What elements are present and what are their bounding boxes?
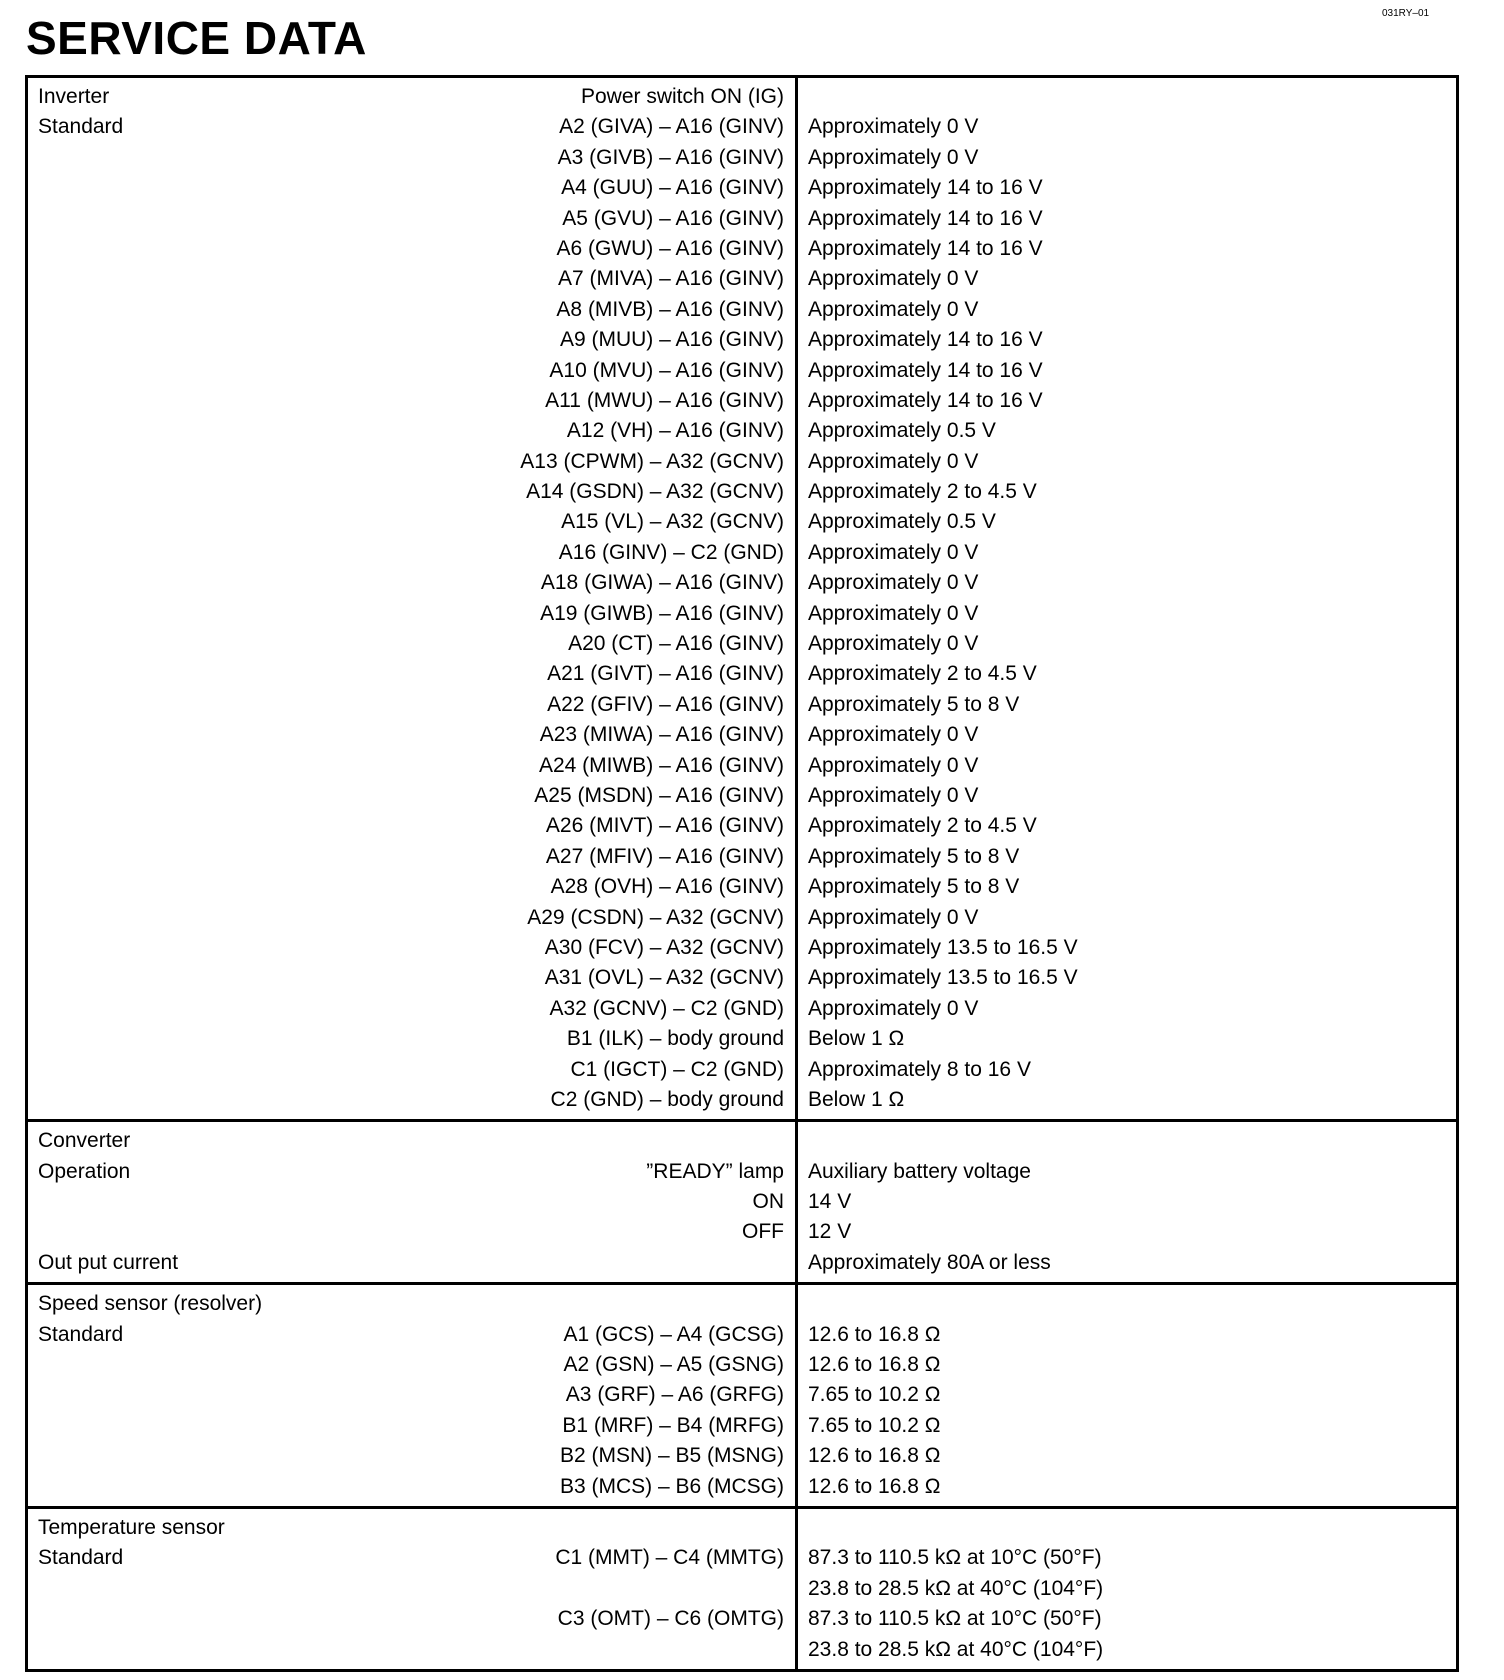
row-label: Temperature sensor bbox=[38, 1515, 225, 1539]
spec-value: Approximately 0 V bbox=[808, 723, 979, 747]
terminal-pair: A10 (MVU) – A16 (GINV) bbox=[549, 358, 784, 382]
table-row bbox=[28, 264, 795, 294]
table-row bbox=[28, 1635, 795, 1665]
spec-value: 14 V bbox=[808, 1190, 852, 1214]
spec-value: Approximately 80A or less bbox=[808, 1250, 1051, 1274]
table-row bbox=[28, 112, 795, 142]
table-row bbox=[28, 903, 795, 933]
spec-value: Approximately 0 V bbox=[808, 297, 979, 321]
condition-column bbox=[28, 1509, 798, 1669]
table-row bbox=[28, 872, 795, 902]
terminal-pair: A20 (CT) – A16 (GINV) bbox=[568, 632, 784, 656]
table-row bbox=[28, 1574, 795, 1604]
terminal-pair: A31 (OVL) – A32 (GCNV) bbox=[544, 966, 784, 990]
table-row bbox=[28, 1350, 795, 1380]
spec-value: Approximately 14 to 16 V bbox=[808, 236, 1043, 260]
terminal-pair: ”READY” lamp bbox=[646, 1159, 784, 1183]
terminal-pair: A30 (FCV) – A32 (GCNV) bbox=[544, 935, 784, 959]
spec-value: Auxiliary battery voltage bbox=[808, 1159, 1031, 1183]
row-label: Operation bbox=[38, 1159, 131, 1183]
spec-value: 12.6 to 16.8 Ω bbox=[808, 1322, 941, 1346]
terminal-pair: A14 (GSDN) – A32 (GCNV) bbox=[526, 480, 784, 504]
table-row bbox=[28, 447, 795, 477]
table-row bbox=[28, 507, 795, 537]
table-row bbox=[28, 1513, 795, 1543]
spec-value: Approximately 14 to 16 V bbox=[808, 206, 1043, 230]
spec-value: Approximately 0.5 V bbox=[808, 510, 996, 534]
condition-column bbox=[28, 78, 798, 1119]
terminal-pair: A27 (MFIV) – A16 (GINV) bbox=[545, 844, 784, 868]
spec-value bbox=[798, 1513, 1456, 1543]
table-section bbox=[28, 1506, 1456, 1669]
terminal-pair: C3 (OMT) – C6 (OMTG) bbox=[557, 1607, 784, 1631]
table-row bbox=[28, 963, 795, 993]
spec-value: Approximately 14 to 16 V bbox=[808, 328, 1043, 352]
table-row bbox=[28, 1187, 795, 1217]
table-row bbox=[28, 1248, 795, 1278]
table-row bbox=[28, 1320, 795, 1350]
terminal-pair: A4 (GUU) – A16 (GINV) bbox=[561, 176, 784, 200]
table-section bbox=[28, 78, 1456, 1119]
spec-value: Approximately 0 V bbox=[808, 115, 979, 139]
terminal-pair: A8 (MIVB) – A16 (GINV) bbox=[556, 297, 784, 321]
specification-column bbox=[798, 1122, 1456, 1282]
spec-value: Approximately 13.5 to 16.5 V bbox=[808, 935, 1078, 959]
row-label: Inverter bbox=[38, 85, 110, 108]
table-row bbox=[28, 143, 795, 173]
row-label: Standard bbox=[38, 1322, 124, 1346]
row-label: Speed sensor (resolver) bbox=[38, 1292, 263, 1316]
terminal-pair: ON bbox=[752, 1190, 784, 1214]
table-row bbox=[28, 1157, 795, 1187]
table-row bbox=[28, 295, 795, 325]
terminal-pair: A21 (GIVT) – A16 (GINV) bbox=[547, 662, 784, 686]
spec-value: Approximately 0 V bbox=[808, 571, 979, 595]
spec-value: Approximately 2 to 4.5 V bbox=[808, 480, 1037, 504]
terminal-pair: B1 (ILK) – body ground bbox=[566, 1027, 784, 1051]
spec-value: 12.6 to 16.8 Ω bbox=[808, 1444, 941, 1468]
spec-value: Below 1 Ω bbox=[808, 1027, 905, 1051]
table-row bbox=[28, 1024, 795, 1054]
document-code: 031RY–01 bbox=[1382, 8, 1430, 19]
spec-value: Approximately 14 to 16 V bbox=[808, 358, 1043, 382]
terminal-pair: A2 (GIVA) – A16 (GINV) bbox=[559, 115, 784, 139]
terminal-pair: A12 (VH) – A16 (GINV) bbox=[566, 419, 784, 443]
table-row bbox=[28, 1543, 795, 1573]
spec-value: Approximately 13.5 to 16.5 V bbox=[808, 966, 1078, 990]
table-row bbox=[28, 234, 795, 264]
spec-value: Approximately 0 V bbox=[808, 601, 979, 625]
spec-value: Approximately 0.5 V bbox=[808, 419, 996, 443]
spec-value: Approximately 0 V bbox=[808, 540, 979, 564]
row-label: Standard bbox=[38, 115, 124, 139]
row-label: Converter bbox=[38, 1129, 131, 1153]
terminal-pair: A16 (GINV) – C2 (GND) bbox=[558, 540, 784, 564]
page-title: SERVICE DATA bbox=[26, 12, 367, 64]
terminal-pair: OFF bbox=[742, 1220, 784, 1244]
terminal-pair: A15 (VL) – A32 (GCNV) bbox=[561, 510, 784, 534]
spec-value: Approximately 14 to 16 V bbox=[808, 388, 1043, 412]
spec-value: 87.3 to 110.5 kΩ at 10°C (50°F) bbox=[808, 1607, 1102, 1631]
terminal-pair: A1 (GCS) – A4 (GCSG) bbox=[563, 1322, 784, 1346]
table-row bbox=[28, 1217, 795, 1247]
table-row bbox=[28, 568, 795, 598]
spec-value: Approximately 8 to 16 V bbox=[808, 1057, 1031, 1081]
terminal-pair: C2 (GND) – body ground bbox=[550, 1087, 784, 1111]
spec-value: Approximately 0 V bbox=[808, 753, 979, 777]
table-row bbox=[28, 781, 795, 811]
spec-value: 23.8 to 28.5 kΩ at 40°C (104°F) bbox=[808, 1637, 1104, 1661]
table-row bbox=[28, 1289, 795, 1319]
table-row bbox=[28, 994, 795, 1024]
terminal-pair: C1 (IGCT) – C2 (GND) bbox=[570, 1057, 784, 1081]
table-row bbox=[28, 1604, 795, 1634]
spec-value: Approximately 0 V bbox=[808, 145, 979, 169]
row-label: Out put current bbox=[38, 1250, 179, 1274]
terminal-pair: A32 (GCNV) – C2 (GND) bbox=[549, 996, 784, 1020]
terminal-pair: A5 (GVU) – A16 (GINV) bbox=[562, 206, 784, 230]
table-row bbox=[28, 82, 795, 112]
terminal-pair: A25 (MSDN) – A16 (GINV) bbox=[534, 783, 784, 807]
spec-value: Approximately 0 V bbox=[808, 449, 979, 473]
terminal-pair: B2 (MSN) – B5 (MSNG) bbox=[559, 1444, 784, 1468]
table-row bbox=[28, 811, 795, 841]
table-row bbox=[28, 842, 795, 872]
table-row bbox=[28, 751, 795, 781]
specification-column bbox=[798, 1509, 1456, 1669]
table-row bbox=[28, 690, 795, 720]
table-row bbox=[28, 1055, 795, 1085]
table-row bbox=[28, 356, 795, 386]
spec-value bbox=[798, 82, 1456, 112]
spec-value: Approximately 5 to 8 V bbox=[808, 875, 1020, 899]
table-row bbox=[28, 659, 795, 689]
spec-value: Below 1 Ω bbox=[808, 1087, 905, 1111]
spec-value: 12 V bbox=[808, 1220, 852, 1244]
terminal-pair: B3 (MCS) – B6 (MCSG) bbox=[559, 1474, 784, 1498]
terminal-pair: A13 (CPWM) – A32 (GCNV) bbox=[520, 449, 784, 473]
terminal-pair: A18 (GIWA) – A16 (GINV) bbox=[540, 571, 784, 595]
table-row bbox=[28, 173, 795, 203]
terminal-pair: A3 (GRF) – A6 (GRFG) bbox=[565, 1383, 784, 1407]
table-row bbox=[28, 720, 795, 750]
terminal-pair: A28 (OVH) – A16 (GINV) bbox=[550, 875, 784, 899]
spec-value: Approximately 2 to 4.5 V bbox=[808, 662, 1037, 686]
spec-value: Approximately 5 to 8 V bbox=[808, 844, 1020, 868]
condition-column bbox=[28, 1122, 798, 1282]
spec-value: 12.6 to 16.8 Ω bbox=[808, 1353, 941, 1377]
specification-column bbox=[798, 1285, 1456, 1506]
spec-value: Approximately 0 V bbox=[808, 783, 979, 807]
table-row bbox=[28, 1085, 795, 1115]
spec-value: Approximately 5 to 8 V bbox=[808, 692, 1020, 716]
table-row bbox=[28, 204, 795, 234]
table-row bbox=[28, 477, 795, 507]
table-row bbox=[28, 416, 795, 446]
spec-value: Approximately 2 to 4.5 V bbox=[808, 814, 1037, 838]
table-row bbox=[28, 538, 795, 568]
spec-value: 87.3 to 110.5 kΩ at 10°C (50°F) bbox=[808, 1546, 1102, 1570]
terminal-pair: A19 (GIWB) – A16 (GINV) bbox=[540, 601, 784, 625]
terminal-pair: A26 (MIVT) – A16 (GINV) bbox=[545, 814, 784, 838]
terminal-pair: A6 (GWU) – A16 (GINV) bbox=[556, 236, 784, 260]
condition-column bbox=[28, 1285, 798, 1506]
terminal-pair: A29 (CSDN) – A32 (GCNV) bbox=[527, 905, 784, 929]
table-row bbox=[28, 386, 795, 416]
spec-value: 12.6 to 16.8 Ω bbox=[808, 1474, 941, 1498]
table-row bbox=[28, 629, 795, 659]
terminal-pair: A23 (MIWA) – A16 (GINV) bbox=[539, 723, 784, 747]
spec-value: Approximately 0 V bbox=[808, 905, 979, 929]
table-section bbox=[28, 1119, 1456, 1282]
terminal-pair: A9 (MUU) – A16 (GINV) bbox=[559, 328, 784, 352]
service-data-table bbox=[25, 75, 1459, 1672]
table-row bbox=[28, 1441, 795, 1471]
spec-value: Approximately 0 V bbox=[808, 632, 979, 656]
table-row bbox=[28, 1411, 795, 1441]
spec-value: Approximately 0 V bbox=[808, 996, 979, 1020]
spec-value bbox=[798, 1289, 1456, 1319]
spec-value bbox=[798, 1126, 1456, 1156]
spec-value: 23.8 to 28.5 kΩ at 40°C (104°F) bbox=[808, 1576, 1104, 1600]
spec-value: Approximately 14 to 16 V bbox=[808, 176, 1043, 200]
terminal-pair: B1 (MRF) – B4 (MRFG) bbox=[562, 1413, 784, 1437]
table-row bbox=[28, 1472, 795, 1502]
spec-value: 7.65 to 10.2 Ω bbox=[808, 1413, 941, 1437]
terminal-pair: C1 (MMT) – C4 (MMTG) bbox=[555, 1546, 784, 1570]
terminal-pair: A24 (MIWB) – A16 (GINV) bbox=[538, 753, 784, 777]
terminal-pair: A11 (MWU) – A16 (GINV) bbox=[545, 388, 784, 412]
table-row bbox=[28, 1380, 795, 1410]
specification-column bbox=[798, 78, 1456, 1119]
terminal-pair: A7 (MIVA) – A16 (GINV) bbox=[557, 267, 784, 291]
spec-value: 7.65 to 10.2 Ω bbox=[808, 1383, 941, 1407]
table-row bbox=[28, 933, 795, 963]
table-row bbox=[28, 599, 795, 629]
table-section bbox=[28, 1282, 1456, 1506]
table-row bbox=[28, 325, 795, 355]
terminal-pair: Power switch ON (IG) bbox=[580, 85, 784, 108]
row-label: Standard bbox=[38, 1546, 124, 1570]
terminal-pair: A3 (GIVB) – A16 (GINV) bbox=[557, 145, 784, 169]
terminal-pair: A22 (GFIV) – A16 (GINV) bbox=[547, 692, 784, 716]
terminal-pair: A2 (GSN) – A5 (GSNG) bbox=[563, 1353, 784, 1377]
spec-value: Approximately 0 V bbox=[808, 267, 979, 291]
table-row bbox=[28, 1126, 795, 1156]
